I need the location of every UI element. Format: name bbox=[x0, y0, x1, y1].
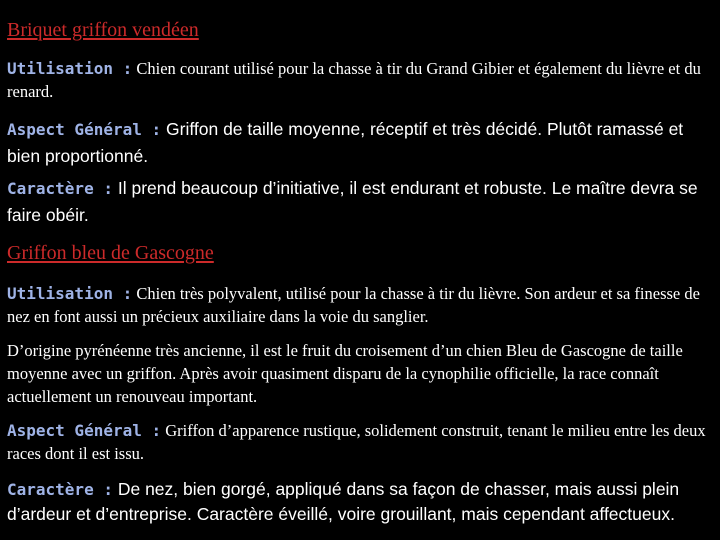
griffon-caractere-paragraph bbox=[7, 477, 713, 526]
section-title-briquet: Briquet griffon vendéen bbox=[7, 19, 199, 41]
caractere-text: Il prend beaucoup d’initiative, il est endurant et robuste. Le maître devra se faire obéir. bbox=[7, 178, 698, 225]
aspect-label: Aspect Général : bbox=[7, 421, 162, 440]
briquet-caractere-paragraph bbox=[7, 175, 713, 228]
aspect-text: Griffon de taille moyenne, réceptif et très décidé. Plutôt ramassé et bien proportionné. bbox=[7, 119, 684, 166]
origine-text: D’origine pyrénéenne très ancienne, il est le fruit du croisement d’un chien Bleu de Gascogne de taille moyenne avec un griffon. Après avoir quasiment disparu de la cynophilie officielle, la race connaît actuellement un renouveau important. bbox=[7, 341, 683, 406]
caractere-label: Caractère : bbox=[7, 480, 113, 499]
utilisation-label: Utilisation : bbox=[7, 59, 133, 78]
utilisation-text: Chien courant utilisé pour la chasse à tir du Grand Gibier et également du lièvre et du renard. bbox=[7, 59, 701, 101]
section-title-griffon-bleu: Griffon bleu de Gascogne bbox=[7, 242, 214, 264]
griffon-aspect-paragraph bbox=[7, 419, 713, 465]
briquet-aspect-paragraph bbox=[7, 116, 713, 169]
utilisation-label: Utilisation : bbox=[7, 284, 133, 303]
briquet-utilisation-paragraph bbox=[7, 57, 713, 103]
aspect-text: Griffon d’apparence rustique, solidement construit, tenant le milieu entre les deux races dont il est issu. bbox=[7, 421, 706, 463]
caractere-label: Caractère : bbox=[7, 179, 113, 198]
griffon-utilisation-paragraph bbox=[7, 282, 713, 328]
aspect-label: Aspect Général : bbox=[7, 120, 162, 139]
caractere-text: De nez, bien gorgé, appliqué dans sa façon de chasser, mais aussi plein d’ardeur et d’entreprise. Caractère éveillé, voire grouillant, mais cependant affectueux. bbox=[7, 479, 680, 524]
griffon-origine-paragraph bbox=[7, 339, 713, 408]
utilisation-text: Chien très polyvalent, utilisé pour la chasse à tir du lièvre. Son ardeur et sa finesse de nez en font aussi un précieux auxiliaire dans la voie du sanglier. bbox=[7, 284, 700, 326]
